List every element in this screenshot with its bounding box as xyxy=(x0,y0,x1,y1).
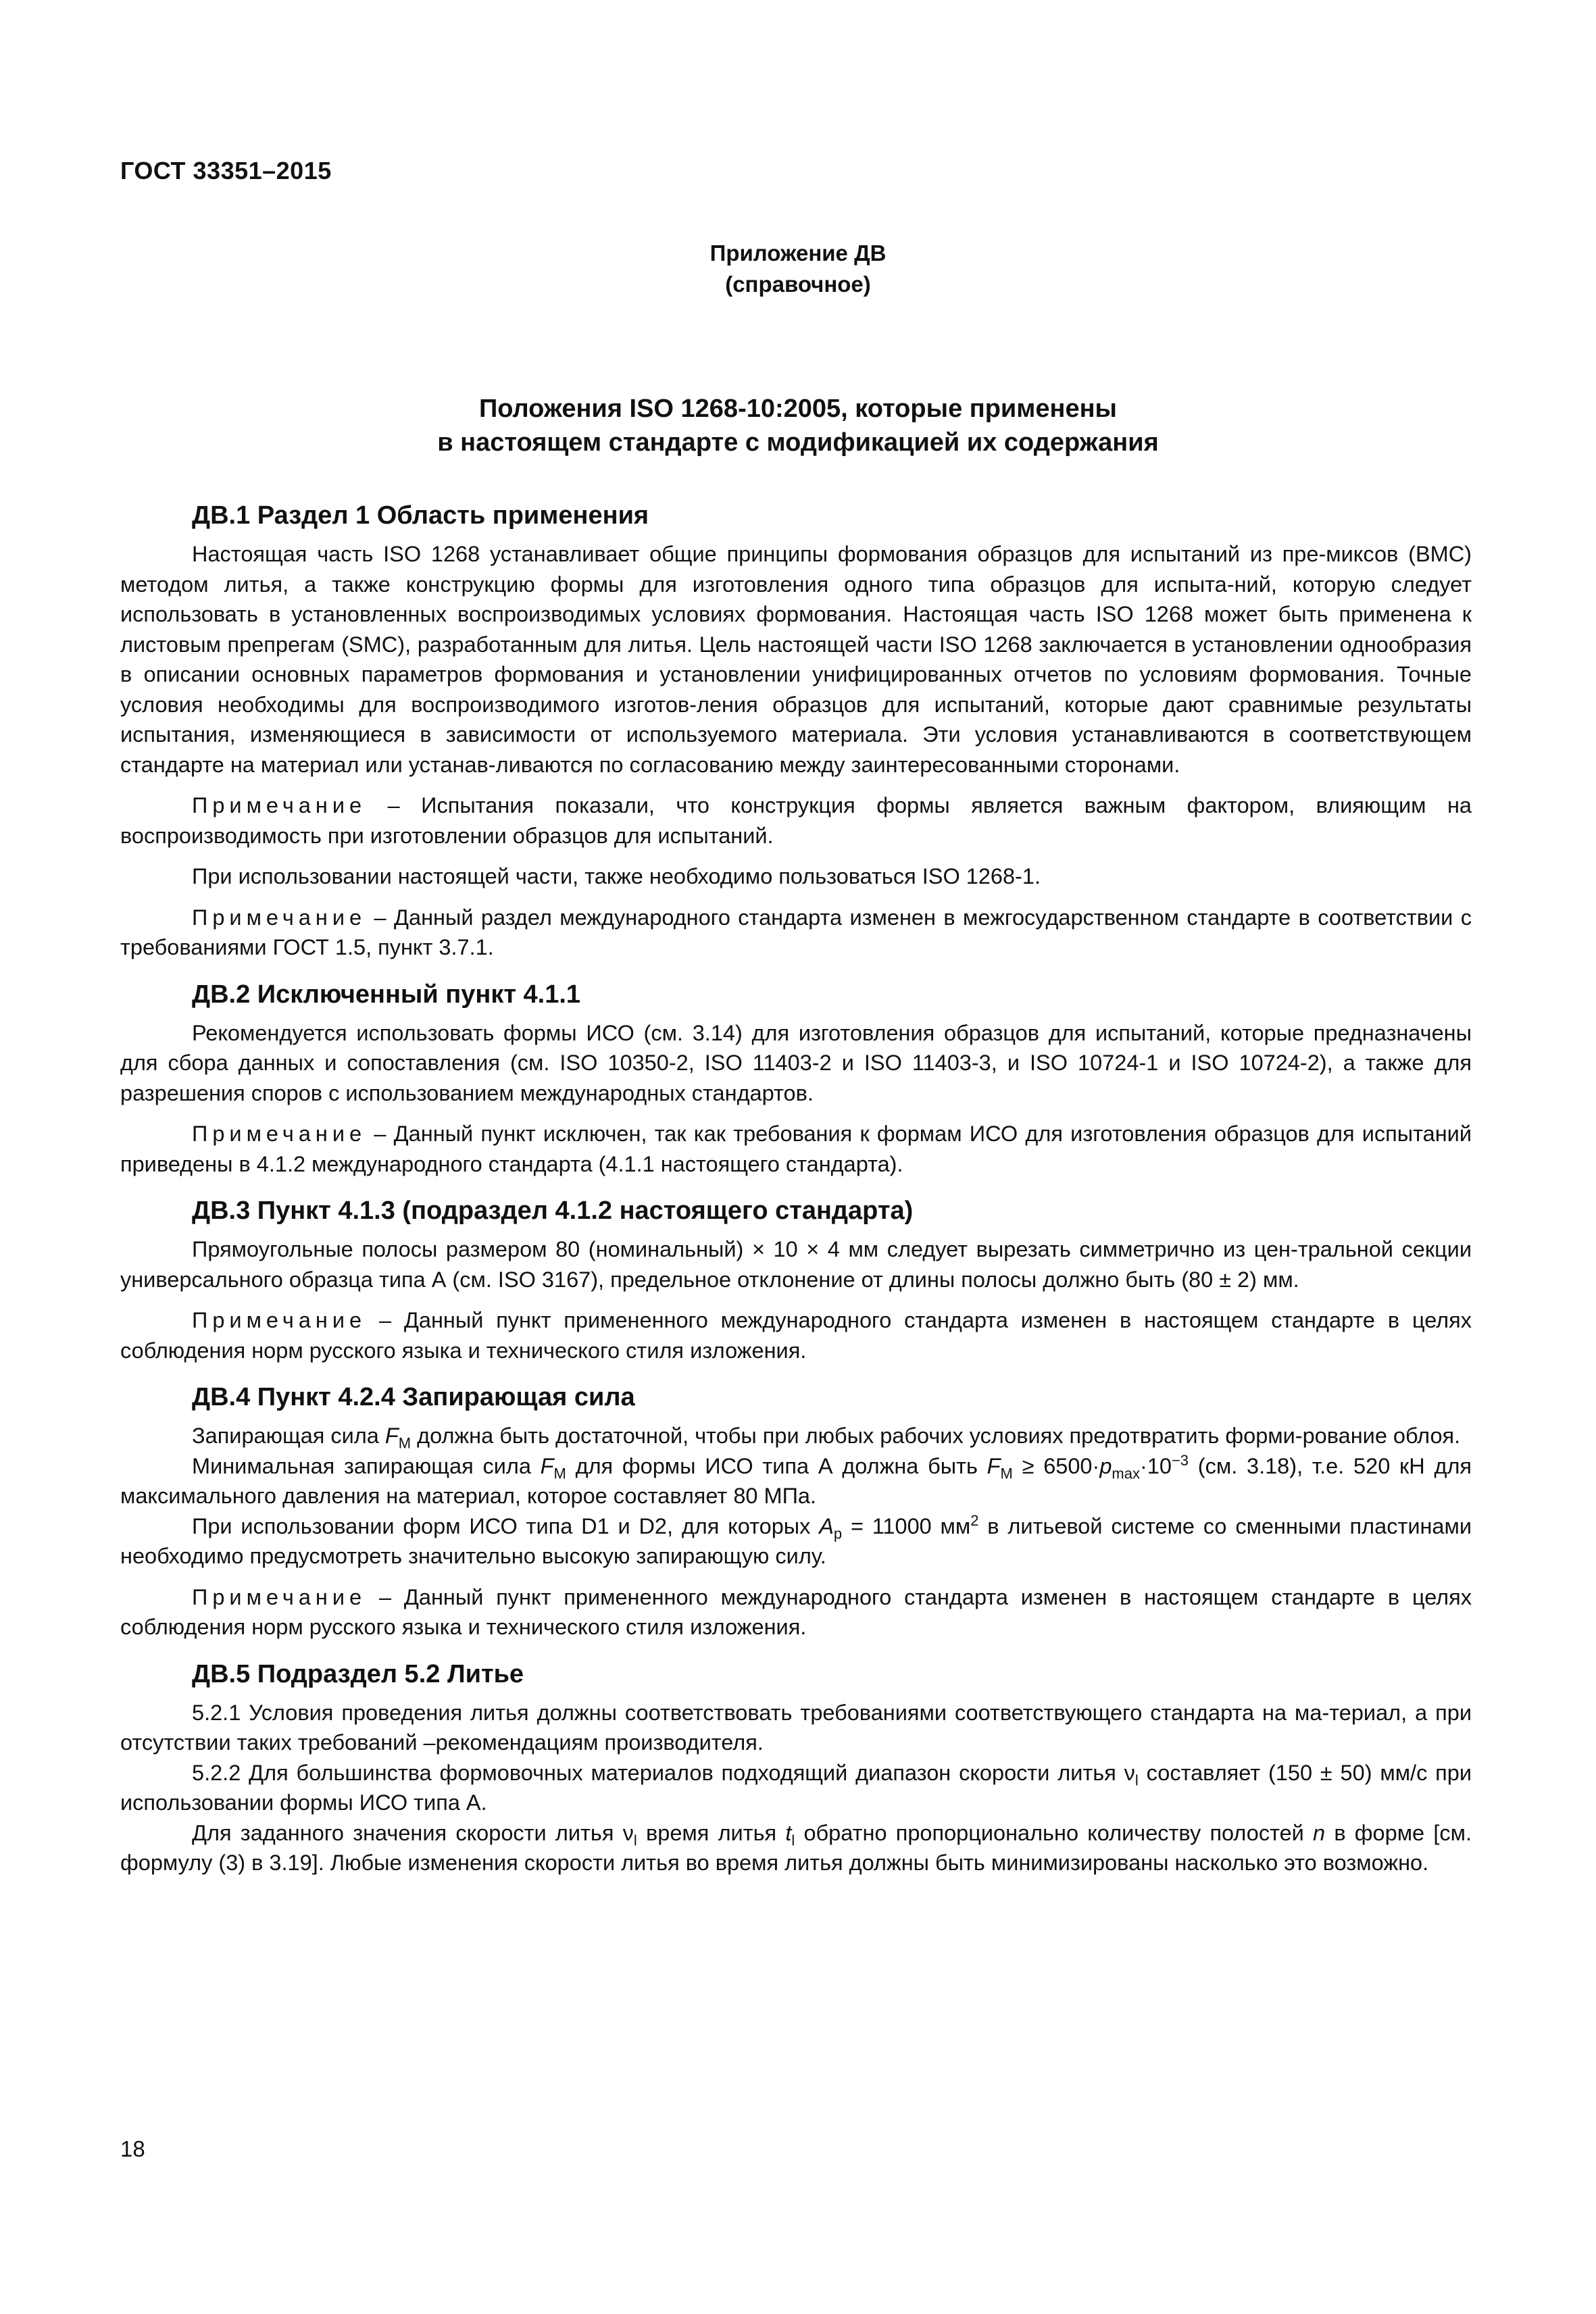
page-number: 18 xyxy=(120,2136,145,2161)
document-title xyxy=(0,392,1596,459)
note-text: – Данный пункт исключен, так как требования к формам ИСО для изготовления образцов для испытаний приведены в 4.1.2 международного стандарта (4.1.1 настоящего стандарта). xyxy=(120,1122,1472,1176)
symbol-F: F xyxy=(384,1424,399,1448)
section-heading-dv3: ДВ.3 Пункт 4.1.3 (подраздел 4.1.2 настоящего стандарта) xyxy=(192,1197,914,1225)
note-label: Примечание xyxy=(192,1584,367,1609)
section-dv3-paragraph: Прямоугольные полосы размером 80 (номинальный) × 10 × 4 мм следует вырезать симметрично из цен-тральной секции универсального образца типа А (см. ISO 3167), предельное отклонение от длины полосы должно быть (80 ± 2) мм. xyxy=(120,1237,1472,1292)
section-dv5-paragraph-3: Для заданного значения скорости литья $\nu_l$ время литья $t_l$ обратно пропорционально количеству полостей n в форме [см. формулу (3) в 3.19]. Любые изменения скорости литья во время литья должны быть минимизированы насколько это возможно. xyxy=(120,1820,1472,1875)
standard-code-header: ГОСТ 33351–2015 xyxy=(120,157,332,184)
note-label: Примечание xyxy=(192,1308,367,1332)
section-dv4-paragraph-1: Запирающая сила $F_M$ должна быть достаточной, чтобы при любых рабочих условиях предотвратить форми-рование облоя. xyxy=(192,1424,1461,1452)
symbol-v: ν xyxy=(622,1820,634,1845)
symbol-v: ν xyxy=(1124,1760,1135,1785)
section-heading-dv5: ДВ.5 Подраздел 5.2 Литье xyxy=(192,1659,524,1688)
section-heading-dv4: ДВ.4 Пункт 4.2.4 Запирающая сила xyxy=(192,1383,635,1411)
section-dv3-note xyxy=(120,1305,1472,1365)
appendix-title: Приложение ДВ xyxy=(709,241,887,266)
symbol-A: A xyxy=(819,1513,834,1538)
symbol-t: t xyxy=(785,1820,792,1845)
document-title-line-2: в настоящем стандарте с модификацией их содержания xyxy=(437,428,1159,457)
note-label: Примечание xyxy=(192,793,367,818)
subscript-l: l xyxy=(1134,1771,1139,1788)
appendix-label xyxy=(0,238,1596,300)
subscript-p: p xyxy=(833,1525,843,1542)
symbol-n: n xyxy=(1313,1820,1326,1845)
note-text: – Испытания показали, что конструкция формы является важным фактором, влияющим на воспроизводимость при изготовлении образцов для испытаний. xyxy=(120,793,1472,848)
subscript-l: l xyxy=(633,1832,637,1848)
section-dv4-paragraph-2: Минимальная запирающая сила $F_M$ для формы ИСО типа А должна быть $F_M \ge 6500\cdot p_{max}\cdot 10^{-3}$ (см. 3.18), т.е. 520 кН для максимального давления на материал, которое составляет 80 МПа. xyxy=(120,1451,1472,1508)
section-dv5-paragraph-2: 5.2.2 Для большинства формовочных материалов подходящий диапазон скорости литья $\nu_l$ составляет (150 ± 50) мм/с при использовании формы ИСО типа А. xyxy=(120,1760,1472,1815)
subscript-M: M xyxy=(398,1434,412,1452)
symbol-p: p xyxy=(1099,1453,1112,1478)
superscript-exponent: −3 xyxy=(1171,1451,1189,1469)
note-label: Примечание xyxy=(192,1122,367,1146)
section-heading-dv2: ДВ.2 Исключенный пункт 4.1.1 xyxy=(192,980,581,1009)
section-dv1-paragraph: Настоящая часть ISO 1268 устанавливает общие принципы формования образцов для испытаний из пре-миксов (ВМС) методом литья, а также конструкцию формы для изготовления одного типа образцов для испыта-ний, которую следует использовать в установленных воспроизводимых условиях формования. Настоящая часть ISO 1268 может быть применена к листовым препрегам (SMC), разработанным для литья. Цель настоящей части ISO 1268 заключается в установлении однообразия в описании основных параметров формования и установлении унифицированных отчетов по условиям формования. Точные условия необходимы для воспроизводимого изготов-ления образцов для испытаний, которые дают сравнимые результаты испытания, изменяющиеся в зависимости от используемого материала. Эти условия устанавливаются в соответствующем стандарте на материал или устанав-ливаются по согласованию между заинтересованными сторонами. xyxy=(120,542,1472,777)
note-text: – Данный раздел международного стандарта изменен в межгосударственном стандарте в соответствии с требованиями ГОСТ 1.5, пункт 3.7.1. xyxy=(120,905,1472,959)
section-dv2-paragraph: Рекомендуется использовать формы ИСО (см. 3.14) для изготовления образцов для испытаний, которые предназначены для сбора данных и сопоставления (см. ISO 10350-2, ISO 11403-2 и ISO 11403-3, и ISO 10724-1 и ISO 10724-2), а также для разрешения споров с использованием международных стандартов. xyxy=(120,1020,1472,1105)
section-dv4-paragraph-3: При использовании форм ИСО типа D1 и D2, для которых $A_p = 11000$ $мм^2$ в литьевой системе со сменными пластинами необходимо предусмотреть значительно высокую запирающую силу. xyxy=(120,1511,1472,1568)
section-dv5-paragraph-1: 5.2.1 Условия проведения литья должны соответствовать требованиями соответствующего стандарта на ма-териал, а при отсутствии таких требований –рекомендациям производителя. xyxy=(120,1700,1472,1755)
appendix-type: (справочное) xyxy=(725,272,871,297)
superscript-2: 2 xyxy=(970,1511,979,1529)
section-dv1-note-1 xyxy=(120,790,1472,851)
section-heading-dv1: ДВ.1 Раздел 1 Область применения xyxy=(192,501,649,530)
section-dv1-paragraph-2: При использовании настоящей части, также необходимо пользоваться ISO 1268-1. xyxy=(192,864,1041,888)
section-dv2-note xyxy=(120,1119,1472,1179)
subscript-l: l xyxy=(791,1832,795,1848)
section-dv1-note-2 xyxy=(120,903,1472,963)
symbol-F: F xyxy=(540,1453,554,1478)
section-dv4-note xyxy=(120,1582,1472,1642)
subscript-M: M xyxy=(553,1465,566,1482)
note-text: – Данный пункт примененного международного стандарта изменен в настоящем стандарте в целях соблюдения норм русского языка и технического стиля изложения. xyxy=(120,1308,1472,1363)
subscript-max: max xyxy=(1112,1465,1140,1482)
note-text: – Данный пункт примененного международного стандарта изменен в настоящем стандарте в целях соблюдения норм русского языка и технического стиля изложения. xyxy=(120,1584,1472,1639)
document-body xyxy=(120,499,1472,1878)
symbol-F: F xyxy=(987,1453,1001,1478)
subscript-M: M xyxy=(1000,1465,1013,1482)
note-label: Примечание xyxy=(192,905,367,930)
document-title-line-1: Положения ISO 1268-10:2005, которые применены xyxy=(478,395,1118,423)
